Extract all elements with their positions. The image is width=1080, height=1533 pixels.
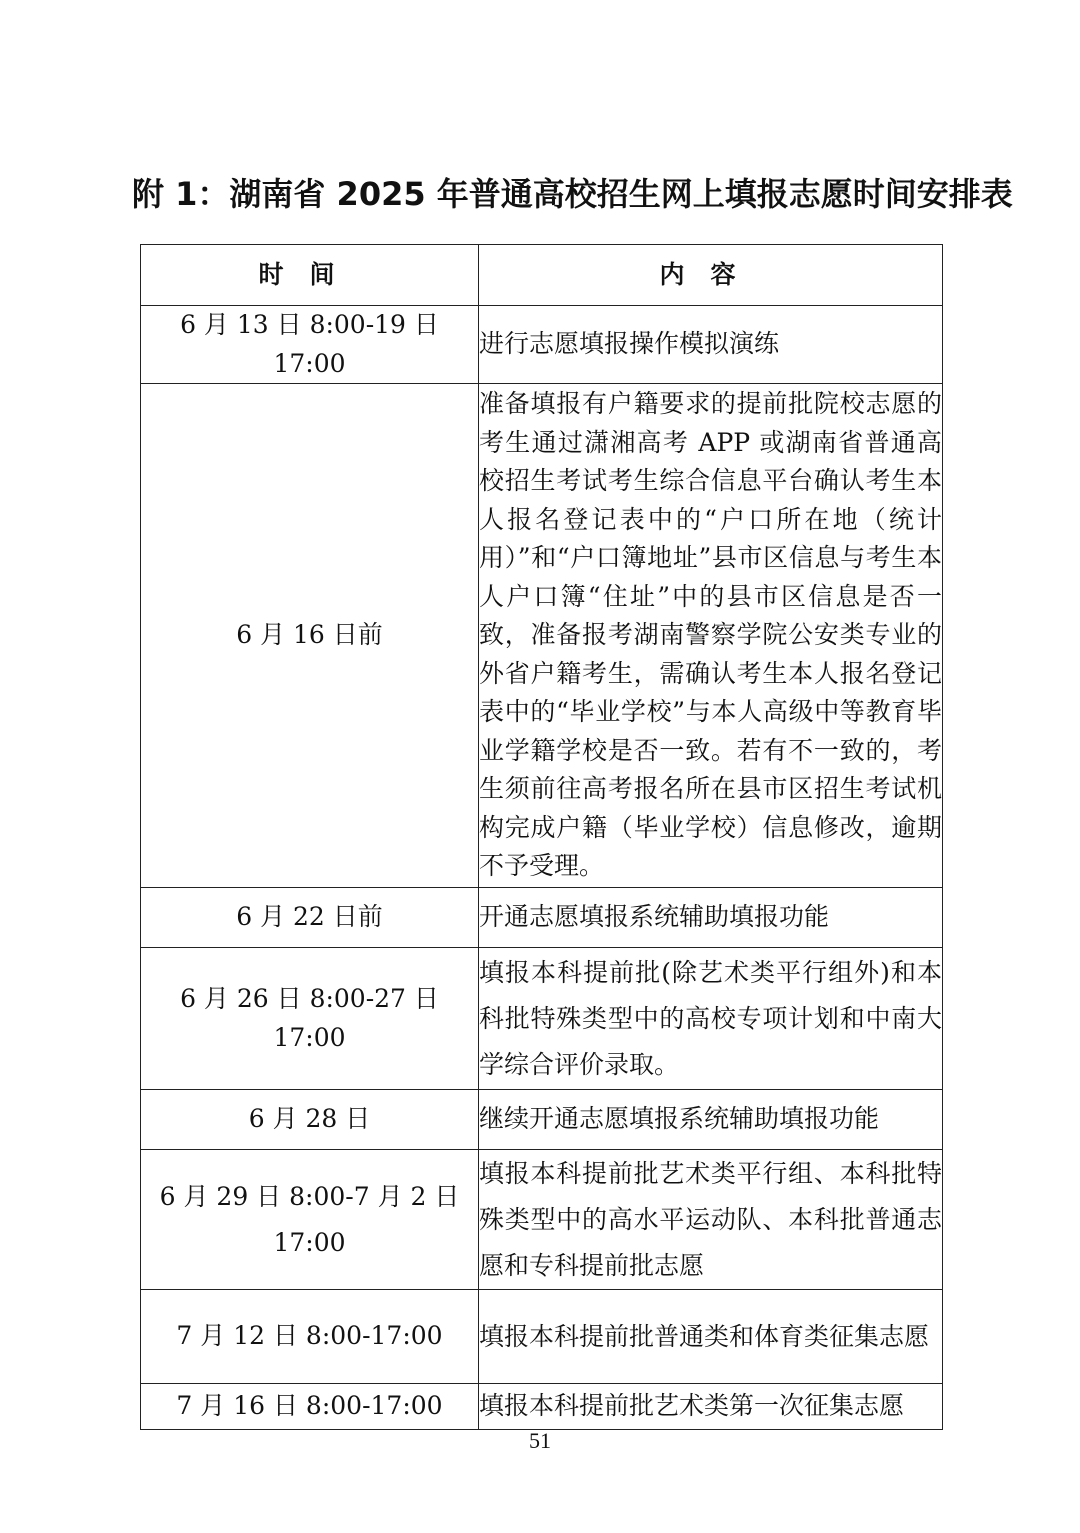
column-header-time: 时间 — [141, 245, 479, 306]
table-row — [141, 384, 943, 888]
content-cell: 继续开通志愿填报系统辅助填报功能 — [479, 1090, 943, 1150]
page-title: 附 1：湖南省 2025 年普通高校招生网上填报志愿时间安排表 — [132, 175, 1013, 213]
table-row — [141, 1090, 943, 1150]
time-cell: 6 月 13 日 8:00-19 日 17:00 — [141, 306, 479, 384]
page-number: 51 — [529, 1428, 551, 1453]
table-row — [141, 1290, 943, 1384]
time-cell: 7 月 16 日 8:00-17:00 — [141, 1384, 479, 1430]
content-cell: 填报本科提前批普通类和体育类征集志愿 — [479, 1290, 943, 1384]
time-cell: 6 月 29 日 8:00-7 月 2 日 17:00 — [141, 1150, 479, 1290]
time-cell: 7 月 12 日 8:00-17:00 — [141, 1290, 479, 1384]
time-cell: 6 月 16 日前 — [141, 384, 479, 888]
time-cell: 6 月 26 日 8:00-27 日 17:00 — [141, 948, 479, 1090]
table-row — [141, 306, 943, 384]
schedule-table — [140, 244, 943, 1430]
content-cell: 填报本科提前批(除艺术类平行组外)和本科批特殊类型中的高校专项计划和中南大学综合评价录取。 — [479, 948, 943, 1090]
table-row — [141, 948, 943, 1090]
content-cell: 进行志愿填报操作模拟演练 — [479, 306, 943, 384]
table-row — [141, 1384, 943, 1430]
table-row — [141, 888, 943, 948]
content-cell: 准备填报有户籍要求的提前批院校志愿的考生通过潇湘高考 APP 或湖南省普通高校招生考试考生综合信息平台确认考生本人报名登记表中的“户口所在地（统计用）”和“户口簿地址”县市区信息与考生本人户口簿“住址”中的县市区信息是否一致，准备报考湖南警察学院公安类专业的外省户籍考生，需确认考生本人报名登记表中的“毕业学校”与本人高级中等教育毕业学籍学校是否一致。若有不一致的，考生须前往高考报名所在县市区招生考试机构完成户籍（毕业学校）信息修改，逾期不予受理。 — [479, 384, 943, 888]
table-row — [141, 1150, 943, 1290]
time-cell: 6 月 28 日 — [141, 1090, 479, 1150]
table-header-row — [141, 245, 943, 306]
time-cell: 6 月 22 日前 — [141, 888, 479, 948]
content-cell: 填报本科提前批艺术类平行组、本科批特殊类型中的高水平运动队、本科批普通志愿和专科提前批志愿 — [479, 1150, 943, 1290]
column-header-content: 内容 — [479, 245, 943, 306]
content-cell: 开通志愿填报系统辅助填报功能 — [479, 888, 943, 948]
content-cell: 填报本科提前批艺术类第一次征集志愿 — [479, 1384, 943, 1430]
